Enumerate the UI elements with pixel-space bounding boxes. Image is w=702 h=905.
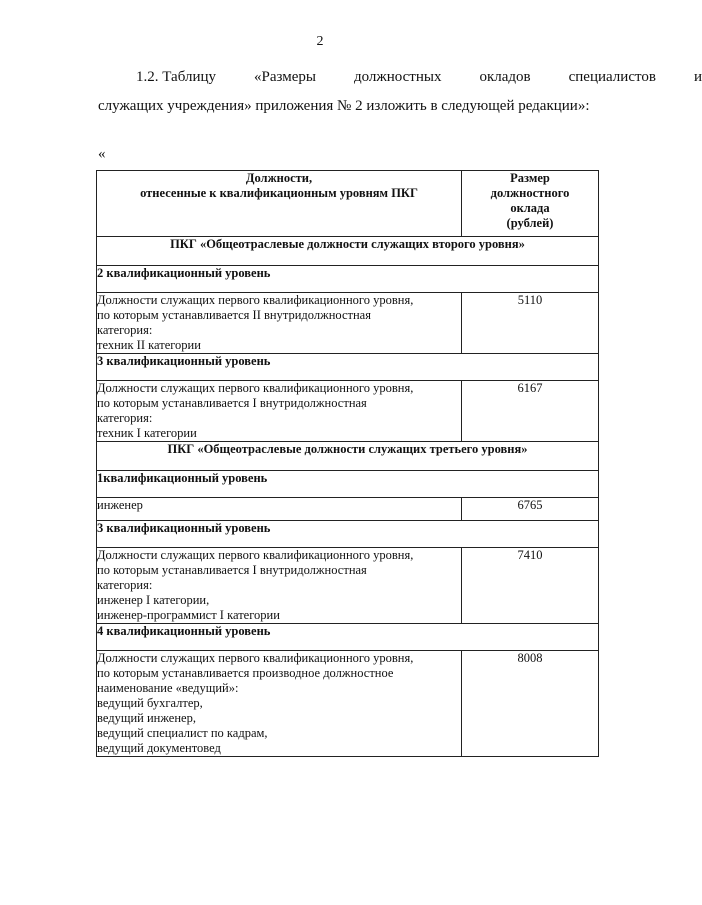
pkg-group-row <box>97 442 599 471</box>
table-row <box>97 651 599 757</box>
salary-cell: 6167 <box>462 381 599 442</box>
position-line: категория: <box>97 323 153 337</box>
intro-word: должностных <box>353 69 442 85</box>
opening-quote-mark: « <box>98 146 106 162</box>
salary-cell: 7410 <box>462 548 599 624</box>
header-positions <box>97 171 462 237</box>
position-cell <box>97 381 462 442</box>
table-row <box>97 498 599 521</box>
position-line: по которым устанавливается I внутридолжностная <box>97 563 367 577</box>
intro-word: «Размеры <box>254 69 316 85</box>
intro-paragraph <box>98 63 702 121</box>
header-line: (рублей) <box>506 216 554 230</box>
position-line: ведущий специалист по кадрам, <box>97 726 268 740</box>
position-line: Должности служащих первого квалификационного уровня, <box>97 381 414 395</box>
qualification-level-row <box>97 624 599 651</box>
table-header-row <box>97 171 599 237</box>
salary-table <box>96 170 599 757</box>
table-body <box>97 237 599 757</box>
header-line: отнесенные к квалификационным уровням ПКГ <box>140 186 418 200</box>
table-row <box>97 548 599 624</box>
position-line: техник I категории <box>97 426 197 440</box>
pkg-group-title: ПКГ «Общеотраслевые должности служащих третьего уровня» <box>97 442 599 471</box>
position-cell <box>97 498 462 521</box>
pkg-group-row <box>97 237 599 266</box>
position-line: Должности служащих первого квалификационного уровня, <box>97 293 414 307</box>
header-line: оклада <box>510 201 550 215</box>
position-line: по которым устанавливается II внутридолжностная <box>97 308 371 322</box>
intro-word: окладов <box>479 69 531 85</box>
position-line: категория: <box>97 578 153 592</box>
header-line: Должности, <box>245 171 313 185</box>
qualification-level-row <box>97 471 599 498</box>
qualification-level-title: 3 квалификационный уровень <box>97 521 599 548</box>
position-line: инженер <box>97 498 143 512</box>
salary-cell: 6765 <box>462 498 599 521</box>
intro-word: и <box>693 69 702 85</box>
position-line: инженер I категории, <box>97 593 210 607</box>
qualification-level-title: 1квалификационный уровень <box>97 471 599 498</box>
qualification-level-title: 4 квалификационный уровень <box>97 624 599 651</box>
position-cell <box>97 293 462 354</box>
position-line: ведущий бухгалтер, <box>97 696 203 710</box>
header-salary <box>462 171 599 237</box>
position-line: по которым устанавливается I внутридолжностная <box>97 396 367 410</box>
qualification-level-title: 2 квалификационный уровень <box>97 266 599 293</box>
salary-cell: 5110 <box>462 293 599 354</box>
position-line: по которым устанавливается производное должностное <box>97 666 394 680</box>
qualification-level-row <box>97 266 599 293</box>
position-line: Должности служащих первого квалификационного уровня, <box>97 651 414 665</box>
position-line: Должности служащих первого квалификационного уровня, <box>97 548 414 562</box>
position-line: категория: <box>97 411 153 425</box>
intro-line-2: служащих учреждения» приложения № 2 изложить в следующей редакции»: <box>98 98 590 114</box>
intro-word: специалистов <box>568 69 656 85</box>
position-line: ведущий инженер, <box>97 711 196 725</box>
position-line: техник II категории <box>97 338 201 352</box>
pkg-group-title: ПКГ «Общеотраслевые должности служащих второго уровня» <box>97 237 599 266</box>
intro-line-1 <box>98 63 702 92</box>
qualification-level-row <box>97 521 599 548</box>
position-line: наименование «ведущий»: <box>97 681 239 695</box>
qualification-level-row <box>97 354 599 381</box>
position-cell <box>97 651 462 757</box>
position-line: ведущий документовед <box>97 741 221 755</box>
table-row <box>97 293 599 354</box>
table-row <box>97 381 599 442</box>
salary-cell: 8008 <box>462 651 599 757</box>
header-line: должностного <box>490 186 570 200</box>
page-number: 2 <box>316 34 324 49</box>
position-cell <box>97 548 462 624</box>
header-line: Размер <box>510 171 550 185</box>
intro-word: 1.2. Таблицу <box>136 69 216 85</box>
position-line: инженер-программист I категории <box>97 608 280 622</box>
qualification-level-title: 3 квалификационный уровень <box>97 354 599 381</box>
